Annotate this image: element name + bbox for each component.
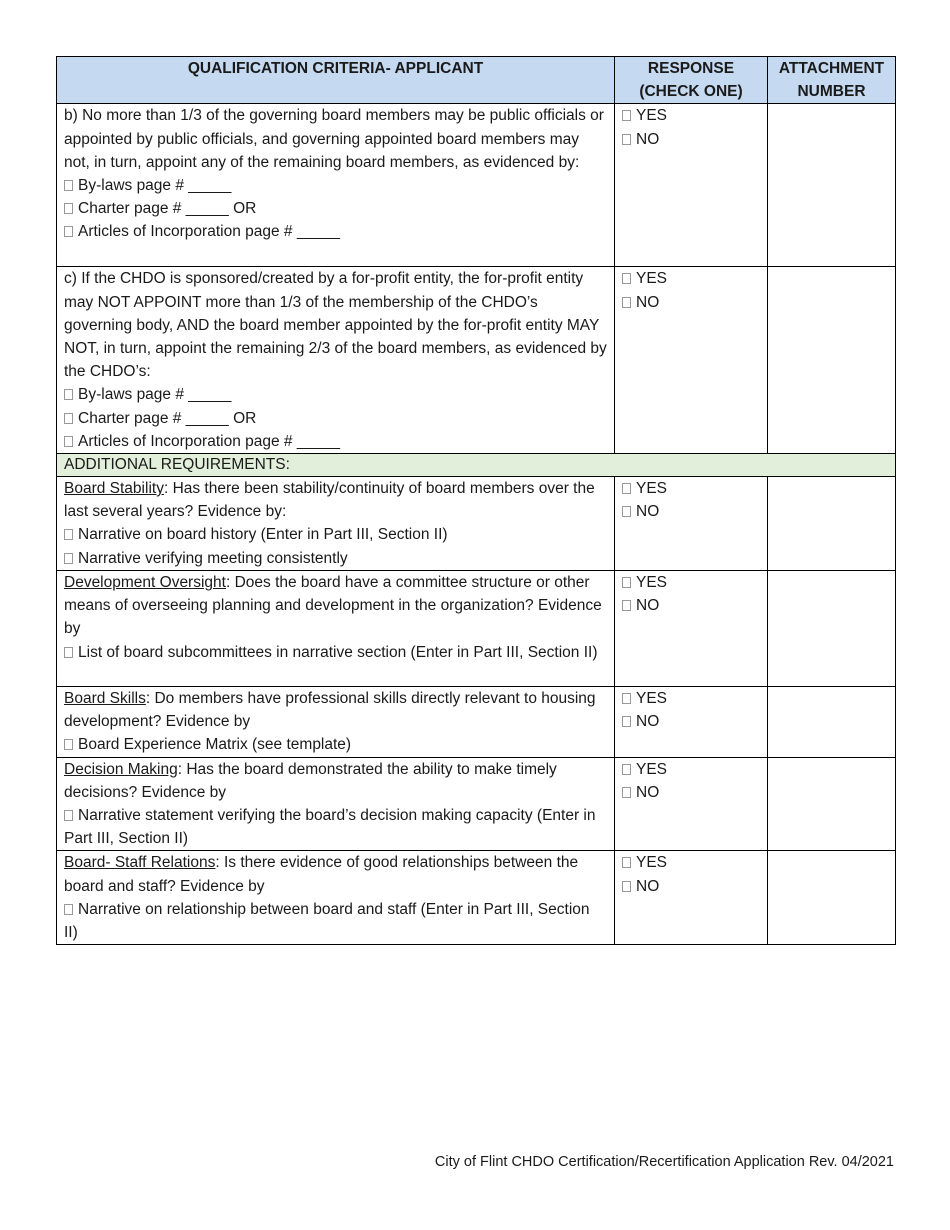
criteria-cell: Board Stability: Has there been stability/continuity of board members over the last several years? Evidence by: Narrative on board history (Enter in Part III, Section II) Narrative verifying meeting consistently bbox=[57, 477, 615, 571]
checkbox[interactable] bbox=[64, 647, 73, 658]
attachment-cell[interactable] bbox=[768, 757, 896, 851]
attachment-cell[interactable] bbox=[768, 104, 896, 267]
criteria-cell: Board- Staff Relations: Is there evidence of good relationships between the board and staff? Evidence by Narrative on relationship between board and staff (Enter in Part III, Section II) bbox=[57, 851, 615, 945]
attachment-cell[interactable] bbox=[768, 687, 896, 758]
yes-checkbox[interactable] bbox=[622, 483, 631, 494]
no-checkbox[interactable] bbox=[622, 600, 631, 611]
attachment-cell[interactable] bbox=[768, 267, 896, 454]
no-checkbox[interactable] bbox=[622, 787, 631, 798]
section-row bbox=[57, 454, 896, 477]
checkbox[interactable] bbox=[64, 553, 73, 564]
table-row bbox=[57, 687, 896, 758]
header-row bbox=[57, 57, 896, 104]
response-cell: YES NO bbox=[615, 851, 768, 945]
checkbox[interactable] bbox=[64, 180, 73, 191]
no-checkbox[interactable] bbox=[622, 716, 631, 727]
checkbox[interactable] bbox=[64, 226, 73, 237]
header-attachment: ATTACHMENT NUMBER bbox=[768, 57, 896, 104]
response-cell: YES NO bbox=[615, 757, 768, 851]
response-cell: YES NO bbox=[615, 687, 768, 758]
checkbox[interactable] bbox=[64, 904, 73, 915]
yes-checkbox[interactable] bbox=[622, 693, 631, 704]
checkbox[interactable] bbox=[64, 529, 73, 540]
criteria-cell: Decision Making: Has the board demonstrated the ability to make timely decisions? Evidence by Narrative statement verifying the board’s decision making capacity (Enter in Part III, Section II) bbox=[57, 757, 615, 851]
header-response: RESPONSE (CHECK ONE) bbox=[615, 57, 768, 104]
table-row bbox=[57, 757, 896, 851]
no-checkbox[interactable] bbox=[622, 506, 631, 517]
checkbox[interactable] bbox=[64, 810, 73, 821]
yes-checkbox[interactable] bbox=[622, 110, 631, 121]
yes-checkbox[interactable] bbox=[622, 764, 631, 775]
checkbox[interactable] bbox=[64, 436, 73, 447]
header-criteria: QUALIFICATION CRITERIA- APPLICANT bbox=[57, 57, 615, 104]
section-label: ADDITIONAL REQUIREMENTS: bbox=[57, 454, 896, 477]
response-cell: YES NO bbox=[615, 104, 768, 267]
page-footer: City of Flint CHDO Certification/Recertification Application Rev. 04/2021 bbox=[434, 1154, 894, 1170]
response-cell: YES NO bbox=[615, 477, 768, 571]
table-row bbox=[57, 104, 896, 267]
response-cell: YES NO bbox=[615, 267, 768, 454]
criteria-cell: c) If the CHDO is sponsored/created by a for-profit entity, the for-profit entity may NOT APPOINT more than 1/3 of the membership of the CHDO’s governing body, AND the board member appointed by the for-profit entity MAY NOT, in turn, appoint the remaining 2/3 of the board members, as evidenced by the CHDO’s: By-laws page # _____ Charter page # _____ OR Articles of Incorporation page # _____ bbox=[57, 267, 615, 454]
table-row bbox=[57, 477, 896, 571]
table-row bbox=[57, 851, 896, 945]
no-checkbox[interactable] bbox=[622, 134, 631, 145]
no-checkbox[interactable] bbox=[622, 881, 631, 892]
checkbox[interactable] bbox=[64, 203, 73, 214]
table-row bbox=[57, 571, 896, 687]
checkbox[interactable] bbox=[64, 413, 73, 424]
criteria-cell: Board Skills: Do members have professional skills directly relevant to housing development? Evidence by Board Experience Matrix (see template) bbox=[57, 687, 615, 758]
checkbox[interactable] bbox=[64, 739, 73, 750]
table-row bbox=[57, 267, 896, 454]
checkbox[interactable] bbox=[64, 389, 73, 400]
yes-checkbox[interactable] bbox=[622, 577, 631, 588]
yes-checkbox[interactable] bbox=[622, 273, 631, 284]
no-checkbox[interactable] bbox=[622, 297, 631, 308]
attachment-cell[interactable] bbox=[768, 571, 896, 687]
criteria-cell: Development Oversight: Does the board have a committee structure or other means of overseeing planning and development in the organization? Evidence by List of board subcommittees in narrative section (Enter in Part III, Section II) bbox=[57, 571, 615, 687]
criteria-cell: b) No more than 1/3 of the governing board members may be public officials or appointed by public officials, and governing appointed board members may not, in turn, appoint any of the remaining board members, as evidenced by: By-laws page # _____ Charter page # _____ OR Articles of Incorporation page # _____ bbox=[57, 104, 615, 267]
attachment-cell[interactable] bbox=[768, 851, 896, 945]
attachment-cell[interactable] bbox=[768, 477, 896, 571]
response-cell: YES NO bbox=[615, 571, 768, 687]
qualification-table bbox=[56, 56, 896, 945]
yes-checkbox[interactable] bbox=[622, 857, 631, 868]
